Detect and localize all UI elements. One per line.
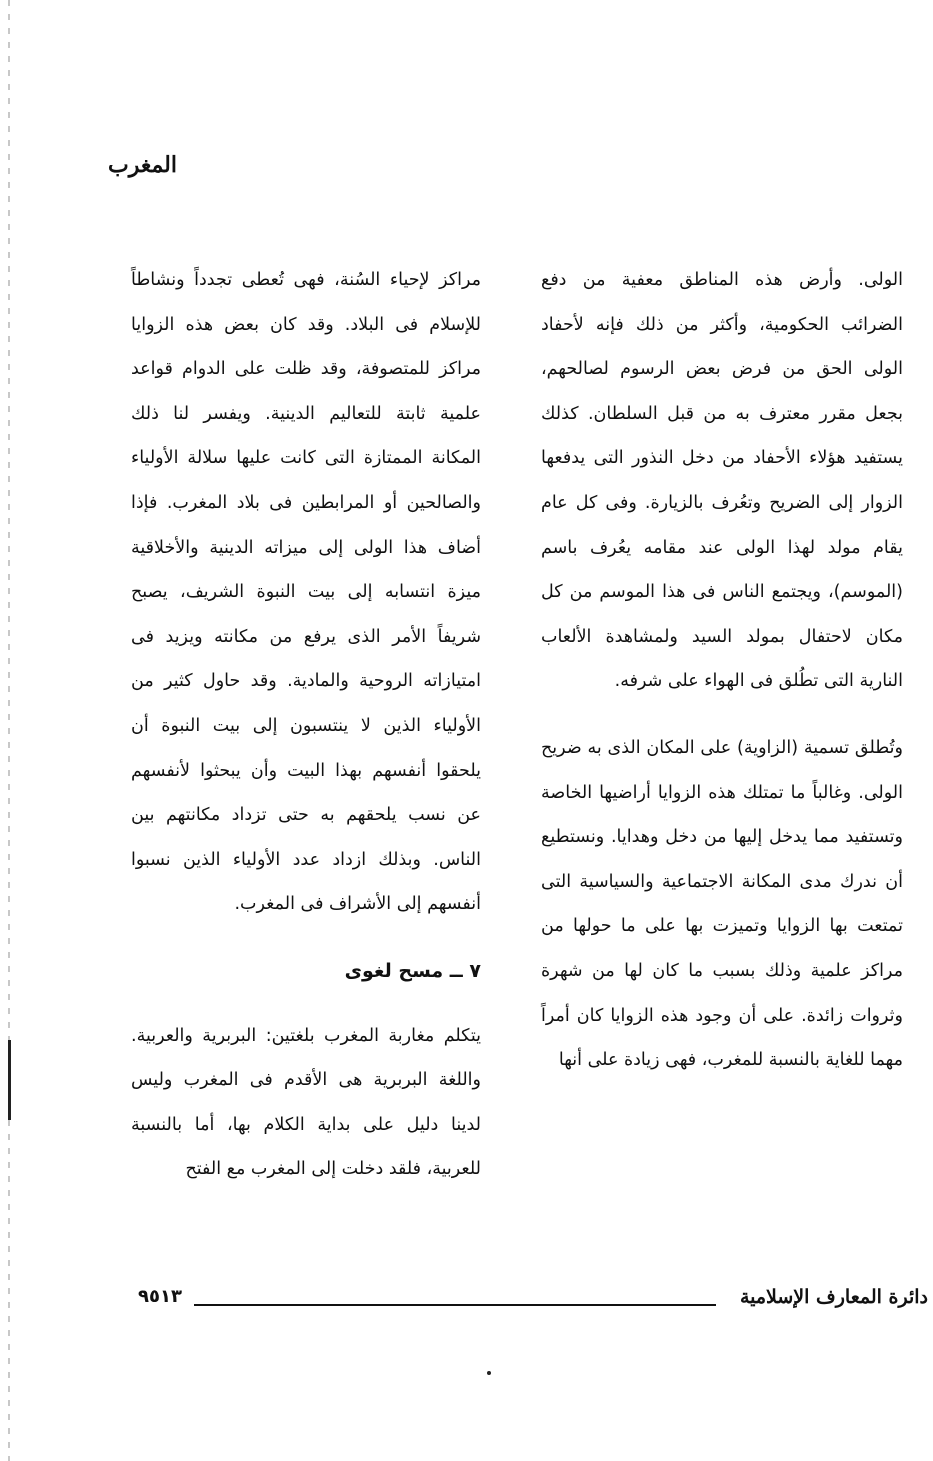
paragraph: وتُطلق تسمية (الزاوية) على المكان الذى به ضريح الولى. وغالباً ما تمتلك هذه الزوايا أراضيها الخاصة وتستفيد مما يدخل إليها من دخل وهدايا. ونستطيع أن ندرك مدى المكانة الاجتماعية والسياسية التى تمتعت بها الزوايا وتميزت بها على ما حولها من مراكز علمية وذلك بسبب ما كان لها من شهرة وثروات زائدة. على أن وجود هذه الزوايا كان أمراً مهما للغاية بالنسبة للمغرب، فهى زيادة على أنها <box>541 737 903 1071</box>
left-column <box>131 258 481 1192</box>
running-header-title: المغرب <box>108 152 177 178</box>
scan-edge-mark <box>8 1040 11 1120</box>
paragraph: يتكلم مغاربة المغرب بلغتين: البربرية والعربية. واللغة البربرية هى الأقدم فى المغرب وليس لدينا دليل على بداية الكلام بها، أما بالنسبة للعربية، فلقد دخلت إلى المغرب مع الفتح <box>131 1025 481 1180</box>
section-heading: ٧ ــ مسح لغوى <box>344 959 481 982</box>
scan-speck <box>487 1371 491 1375</box>
right-column <box>541 258 903 1083</box>
paragraph: الولى. وأرض هذه المناطق معفية من دفع الضرائب الحكومية، وأكثر من ذلك فإنه لأحفاد الولى الحق من فرض بعض الرسوم لصالحهم، بجعل مقرر معترف به من قبل السلطان. كذلك يستفيد هؤلاء الأحفاد من دخل النذور التى يدفعها الزوار إلى الضريح وتعُرف بالزيارة. وفى كل عام يقام مولد لهذا الولى عند مقامه يعُرف باسم (الموسم)، ويجتمع الناس فى هذا الموسم من كل مكان لاحتفال بمولد السيد ولمشاهدة الألعاب النارية التى تطُلق فى الهواء على شرفه. <box>541 270 903 692</box>
paragraph: مراكز لإحياء السُنة، فهى تُعطى تجدداً ونشاطاً للإسلام فى البلاد. وقد كان بعض هذه الزوايا مراكز للمتصوفة، وقد ظلت على الدوام قواعد علمية ثابتة للتعاليم الدينية. ويفسر لنا ذلك المكانة الممتازة التى كانت عليها سلالة الأولياء والصالحين أو المرابطين فى بلاد المغرب. فإذا أضاف هذا الولى إلى ميزاته الدينية والأخلاقية ميزة انتسابه إلى بيت النبوة الشريف، يصبح شريفاً الأمر الذى يرفع من مكانته ويزيد فى امتيازاته الروحية والمادية. وقد حاول كثير من الأولياء الذين لا ينتسبون إلى بيت النبوة أن يلحقوا أنفسهم بهذا البيت وأن يبحثوا لأنفسهم عن نسب يلحقهم به حتى تزداد مكانتهم بين الناس. وبذلك ازداد عدد الأولياء الذين نسبوا أنفسهم إلى الأشراف فى المغرب. <box>131 270 481 915</box>
page-number: ٩٥١٣ <box>138 1286 182 1307</box>
page-edge-shadow <box>8 0 10 1461</box>
page-footer <box>138 1286 928 1316</box>
encyclopedia-title: دائرة المعارف الإسلامية <box>739 1286 928 1308</box>
footer-rule <box>194 1304 716 1306</box>
